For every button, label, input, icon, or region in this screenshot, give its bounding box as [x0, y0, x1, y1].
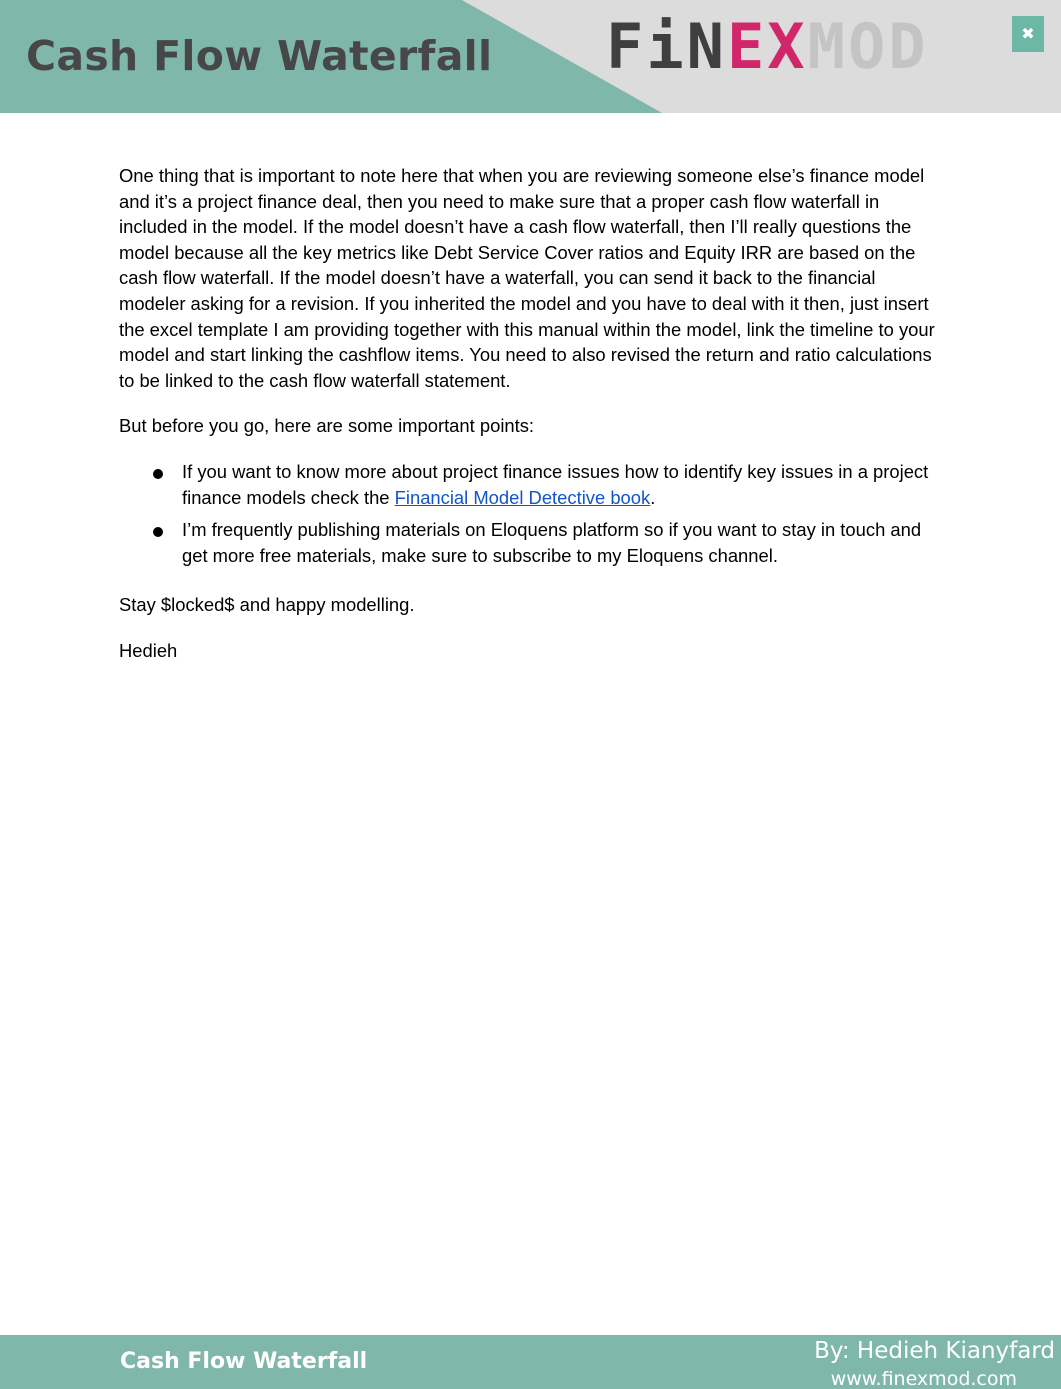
page-header	[0, 0, 1061, 113]
footer-title: Cash Flow Waterfall	[120, 1349, 368, 1374]
list-item	[119, 517, 939, 568]
footer-url: www.finexmod.com	[830, 1368, 1017, 1389]
footer-author: By: Hedieh Kianyfard	[814, 1338, 1055, 1364]
financial-model-detective-link[interactable]: Financial Model Detective book	[394, 486, 651, 508]
bullet-text: I’m frequently publishing materials on Eloquens platform so if you want to stay in touch and get more free materials, make sure to subscribe to my Eloquens channel.	[182, 519, 922, 566]
logo-text-ex: EX	[726, 10, 808, 83]
logo-text-mod: MOD	[807, 10, 929, 83]
bullet-icon	[153, 469, 163, 479]
bullet-icon	[153, 527, 163, 537]
logo-text-fin: FiN	[606, 10, 727, 83]
finexmod-logo	[606, 10, 929, 83]
logo-badge-icon: ✖	[1012, 16, 1044, 52]
bullet-text: If you want to know more about project finance issues how to identify key issues in a project finance models check the	[182, 460, 929, 508]
points-intro: But before you go, here are some important points:	[119, 415, 535, 437]
intro-paragraph: One thing that is important to note here that when you are reviewing someone else’s finance model and it’s a project finance deal, then you need to make sure that a proper cash flow waterfall in included in the model. If the model doesn’t have a cash flow waterfall, then I’ll really questions the model because all the key metrics like Debt Service Cover ratios and Equity IRR are based on the cash flow waterfall. If the model doesn’t have a waterfall, you can send it back to the financial modeler asking for a revision. If you inherited the model and you have to deal with it then, just insert the excel template I am providing together with this manual within the model, link the timeline to your model and start linking the cashflow items. You need to also revised the return and ratio calculations to be linked to the cash flow waterfall statement.	[119, 165, 935, 391]
document-body	[119, 163, 939, 684]
page-footer	[0, 1335, 1061, 1389]
page-title: Cash Flow Waterfall	[26, 32, 493, 80]
list-item	[119, 459, 939, 510]
closing-line: Stay $locked$ and happy modelling.	[119, 594, 415, 616]
bullet-end: .	[650, 486, 656, 508]
signature: Hedieh	[119, 639, 178, 661]
important-points-list	[119, 459, 939, 568]
